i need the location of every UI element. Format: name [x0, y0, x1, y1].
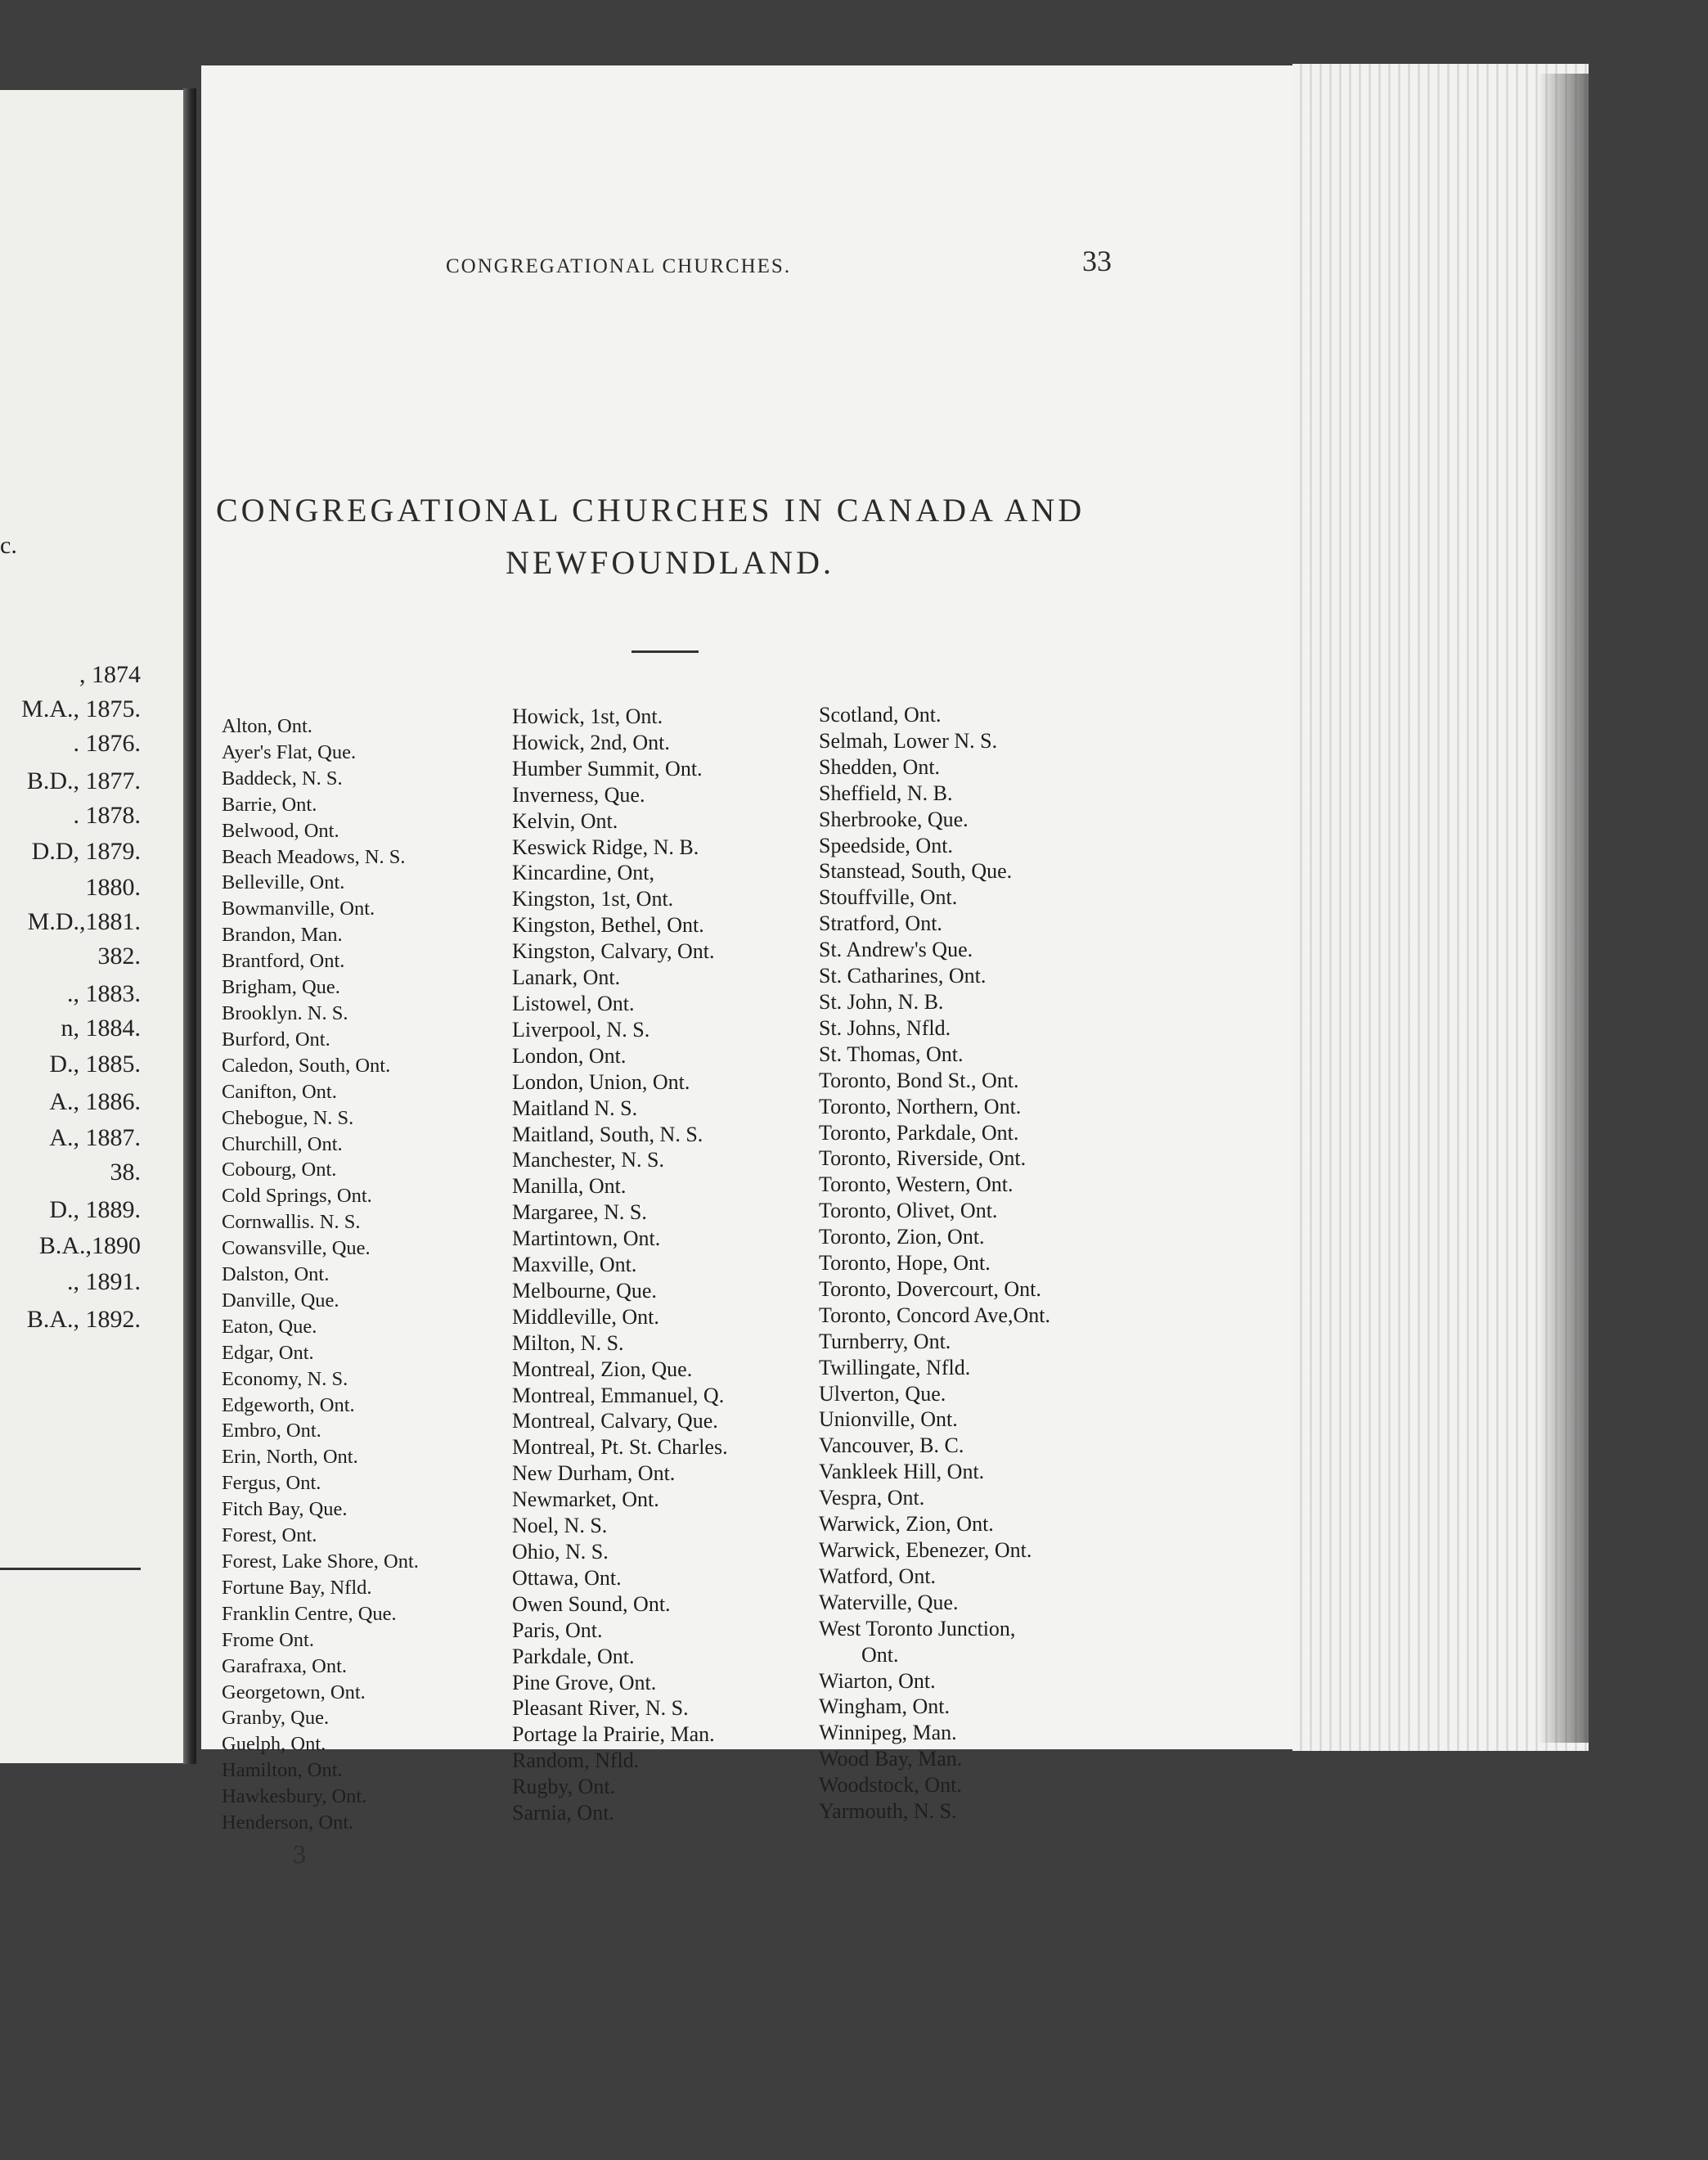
- left-page-fragment: 38.: [110, 1159, 141, 1186]
- church-list-item: London, Ont.: [512, 1043, 627, 1068]
- church-list-item: Howick, 2nd, Ont.: [512, 730, 670, 754]
- church-list-item: Ohio, N. S.: [512, 1540, 609, 1564]
- church-list-item: Wood Bay, Man.: [819, 1747, 963, 1771]
- church-list-item: Kingston, Bethel, Ont.: [512, 913, 704, 938]
- left-page-fragment: . 1876.: [73, 730, 141, 757]
- church-list-item: Stouffville, Ont.: [819, 885, 958, 910]
- page-title-line-1: CONGREGATIONAL CHURCHES IN CANADA AND: [216, 492, 1085, 529]
- page-title-line-2: NEWFOUNDLAND.: [506, 544, 834, 581]
- church-list-item: Martintown, Ont.: [512, 1226, 661, 1251]
- church-list-item: New Durham, Ont.: [512, 1461, 676, 1486]
- church-list-item: Fergus, Ont.: [222, 1472, 321, 1495]
- left-page-rule: [0, 1568, 141, 1570]
- church-list-item: Watford, Ont.: [819, 1564, 937, 1588]
- church-list-item: Barrie, Ont.: [222, 793, 317, 816]
- church-list-item: Manilla, Ont.: [512, 1174, 627, 1199]
- church-list-item: Toronto, Zion, Ont.: [819, 1225, 985, 1249]
- church-list-item: Ont.: [861, 1642, 899, 1667]
- church-list-item: Maxville, Ont.: [512, 1253, 637, 1277]
- church-list-item: Pleasant River, N. S.: [512, 1696, 689, 1721]
- title-rule: [632, 650, 699, 653]
- church-list-item: Guelph, Ont.: [222, 1733, 326, 1756]
- church-list-item: Selmah, Lower N. S.: [819, 728, 998, 753]
- left-page-fragment: B.A.,1890: [38, 1232, 141, 1259]
- church-list-item: Beach Meadows, N. S.: [222, 845, 406, 868]
- church-list-item: Noel, N. S.: [512, 1514, 608, 1538]
- church-list-item: Kingston, Calvary, Ont.: [512, 939, 715, 964]
- church-list-item: Twillingate, Nfld.: [819, 1355, 971, 1379]
- church-list-item: Sheffield, N. B.: [819, 781, 953, 805]
- church-list-column-1: [222, 713, 419, 1836]
- church-list-item: Georgetown, Ont.: [222, 1681, 366, 1703]
- church-list-item: Warwick, Ebenezer, Ont.: [819, 1538, 1032, 1562]
- church-list-item: Dalston, Ont.: [222, 1263, 330, 1286]
- left-page-fragment: 382.: [97, 943, 141, 970]
- church-list-item: Montreal, Pt. St. Charles.: [512, 1435, 728, 1460]
- church-list-item: Edgar, Ont.: [222, 1341, 314, 1364]
- church-list-item: Burford, Ont.: [222, 1028, 330, 1051]
- church-list-item: Caledon, South, Ont.: [222, 1054, 391, 1077]
- church-list-item: Manchester, N. S.: [512, 1148, 664, 1172]
- church-list-item: Franklin Centre, Que.: [222, 1602, 397, 1625]
- church-list-item: Vespra, Ont.: [819, 1486, 925, 1510]
- church-list-item: Toronto, Dovercourt, Ont.: [819, 1276, 1041, 1301]
- church-list-item: St. Andrew's Que.: [819, 938, 973, 962]
- church-list-item: St. Catharines, Ont.: [819, 964, 987, 988]
- church-list-item: West Toronto Junction,: [819, 1616, 1016, 1640]
- church-list-item: Ottawa, Ont.: [512, 1565, 622, 1590]
- church-list-item: Unionville, Ont.: [819, 1407, 958, 1432]
- church-list-item: Vancouver, B. C.: [819, 1433, 964, 1458]
- church-list-item: Fitch Bay, Que.: [222, 1498, 348, 1521]
- church-list-item: Montreal, Zion, Que.: [512, 1357, 693, 1381]
- church-list-item: Toronto, Bond St., Ont.: [819, 1068, 1019, 1092]
- church-list-item: Middleville, Ont.: [512, 1304, 659, 1329]
- church-list-item: Chebogue, N. S.: [222, 1106, 354, 1129]
- church-list-item: Vankleek Hill, Ont.: [819, 1460, 985, 1484]
- left-page-fragment: B.D., 1877.: [26, 767, 141, 794]
- church-list-column-2: [512, 704, 728, 1826]
- church-list-item: Erin, North, Ont.: [222, 1446, 358, 1469]
- church-list-column-3: [819, 702, 1050, 1825]
- church-list-item: Canifton, Ont.: [222, 1080, 337, 1103]
- church-list-item: Sherbrooke, Que.: [819, 807, 969, 831]
- church-list-item: Melbourne, Que.: [512, 1278, 657, 1303]
- church-list-item: Ulverton, Que.: [819, 1381, 946, 1406]
- church-list-item: Paris, Ont.: [512, 1618, 603, 1642]
- church-list-item: Winnipeg, Man.: [819, 1721, 957, 1745]
- church-list-item: Toronto, Concord Ave,Ont.: [819, 1303, 1050, 1327]
- church-list-item: Stratford, Ont.: [819, 911, 942, 936]
- church-list-item: Liverpool, N. S.: [512, 1017, 650, 1042]
- church-list-item: Parkdale, Ont.: [512, 1644, 635, 1668]
- church-list-item: Toronto, Hope, Ont.: [819, 1251, 991, 1276]
- church-list-item: Economy, N. S.: [222, 1367, 348, 1390]
- church-list-item: Portage la Prairie, Man.: [512, 1722, 715, 1747]
- church-list-item: St. John, N. B.: [819, 989, 944, 1014]
- church-list-item: Brooklyn. N. S.: [222, 1001, 348, 1024]
- church-list-item: Forest, Lake Shore, Ont.: [222, 1550, 419, 1573]
- church-list-item: Henderson, Ont.: [222, 1811, 354, 1834]
- church-list-item: Speedside, Ont.: [819, 833, 953, 857]
- church-list-item: Edgeworth, Ont.: [222, 1393, 355, 1416]
- church-list-item: Howick, 1st, Ont.: [512, 704, 663, 728]
- church-list-item: Waterville, Que.: [819, 1590, 959, 1614]
- church-list-item: Hawkesbury, Ont.: [222, 1785, 367, 1808]
- church-list-item: Montreal, Calvary, Que.: [512, 1409, 718, 1433]
- church-list-item: Lanark, Ont.: [512, 965, 621, 990]
- church-list-item: Frome Ont.: [222, 1628, 314, 1651]
- church-list-item: Ayer's Flat, Que.: [222, 740, 357, 763]
- church-list-item: Alton, Ont.: [222, 715, 312, 737]
- church-list-item: Eaton, Que.: [222, 1315, 317, 1338]
- church-list-item: Scotland, Ont.: [819, 703, 942, 727]
- church-list-item: Turnberry, Ont.: [819, 1329, 951, 1353]
- page-number: 33: [1082, 245, 1112, 277]
- church-list-item: Wingham, Ont.: [819, 1694, 950, 1719]
- church-list-item: Fortune Bay, Nfld.: [222, 1576, 372, 1599]
- church-list-item: Newmarket, Ont.: [512, 1487, 659, 1512]
- church-list-item: Kincardine, Ont,: [512, 861, 655, 885]
- signature-mark: 3: [293, 1839, 306, 1869]
- church-list-item: Yarmouth, N. S.: [819, 1799, 957, 1824]
- church-list-item: Maitland, South, N. S.: [512, 1122, 703, 1146]
- left-page-fragment: ., 1891.: [67, 1268, 141, 1295]
- page-edges-shadow: [1538, 74, 1589, 1743]
- church-list-item: Margaree, N. S.: [512, 1200, 647, 1225]
- church-list-item: Cobourg, Ont.: [222, 1159, 337, 1181]
- church-list-item: Humber Summit, Ont.: [512, 756, 703, 781]
- church-list-item: Kingston, 1st, Ont.: [512, 887, 674, 911]
- church-list-item: Cowansville, Que.: [222, 1237, 371, 1260]
- left-page-fragment: . 1878.: [73, 802, 141, 829]
- church-list-item: Forest, Ont.: [222, 1524, 317, 1547]
- church-list-item: Cold Springs, Ont.: [222, 1185, 372, 1208]
- church-list-item: Danville, Que.: [222, 1289, 339, 1312]
- church-list-item: Keswick Ridge, N. B.: [512, 835, 699, 859]
- church-list-item: Listowel, Ont.: [512, 991, 635, 1015]
- church-list-item: Churchill, Ont.: [222, 1132, 343, 1155]
- church-list-item: Pine Grove, Ont.: [512, 1670, 657, 1694]
- church-list-item: Wiarton, Ont.: [819, 1668, 936, 1693]
- church-list-item: Montreal, Emmanuel, Q.: [512, 1383, 725, 1407]
- church-list-item: Toronto, Northern, Ont.: [819, 1094, 1022, 1118]
- church-list-item: Toronto, Olivet, Ont.: [819, 1199, 998, 1223]
- church-list-item: Baddeck, N. S.: [222, 767, 343, 790]
- left-page-fragment-c: c.: [0, 532, 17, 559]
- church-list-item: Granby, Que.: [222, 1707, 330, 1730]
- church-list-item: Hamilton, Ont.: [222, 1759, 343, 1782]
- left-facing-page: [0, 90, 183, 1763]
- left-page-fragment: B.A., 1892.: [26, 1306, 141, 1333]
- church-list-item: Bowmanville, Ont.: [222, 898, 375, 920]
- church-list-item: Cornwallis. N. S.: [222, 1211, 361, 1234]
- church-list-item: Brantford, Ont.: [222, 950, 345, 973]
- church-list-item: Kelvin, Ont.: [512, 808, 618, 833]
- church-list-item: Toronto, Riverside, Ont.: [819, 1146, 1027, 1171]
- left-page-fragment: M.D.,1881.: [27, 908, 141, 935]
- church-list-item: Stanstead, South, Que.: [819, 859, 1013, 884]
- left-page-fragment: n, 1884.: [61, 1015, 141, 1042]
- left-page-fragment: , 1874: [79, 661, 141, 688]
- left-page-fragment: D., 1889.: [49, 1196, 141, 1223]
- left-page-fragment: D., 1885.: [49, 1051, 141, 1078]
- church-list-item: Warwick, Zion, Ont.: [819, 1512, 994, 1537]
- church-list-item: Inverness, Que.: [512, 782, 645, 807]
- church-list-item: Belleville, Ont.: [222, 871, 345, 894]
- church-list-item: London, Union, Ont.: [512, 1069, 690, 1094]
- church-list-item: Milton, N. S.: [512, 1330, 624, 1355]
- church-list-item: Toronto, Parkdale, Ont.: [819, 1120, 1019, 1145]
- church-list-item: Shedden, Ont.: [819, 754, 941, 779]
- left-page-fragment: 1880.: [85, 874, 141, 901]
- left-page-fragment: A., 1887.: [49, 1124, 141, 1151]
- book-gutter: [183, 88, 196, 1764]
- church-list-item: Rugby, Ont.: [512, 1775, 616, 1799]
- running-head: CONGREGATIONAL CHURCHES.: [446, 255, 792, 277]
- church-list-item: Brandon, Man.: [222, 924, 343, 947]
- church-list-item: Toronto, Western, Ont.: [819, 1172, 1014, 1197]
- church-list-item: St. Johns, Nfld.: [819, 1015, 951, 1040]
- church-list-item: Owen Sound, Ont.: [512, 1591, 671, 1616]
- left-page-fragment: ., 1883.: [67, 980, 141, 1007]
- church-list-item: Belwood, Ont.: [222, 819, 339, 842]
- church-list-item: St. Thomas, Ont.: [819, 1042, 964, 1066]
- church-list-item: Random, Nfld.: [512, 1748, 640, 1773]
- church-list-item: Woodstock, Ont.: [819, 1773, 962, 1798]
- church-list-item: Sarnia, Ont.: [512, 1801, 614, 1825]
- left-page-fragment: D.D, 1879.: [31, 838, 141, 865]
- left-page-fragment: A., 1886.: [49, 1088, 141, 1115]
- church-list-item: Maitland N. S.: [512, 1096, 638, 1120]
- church-list-item: Embro, Ont.: [222, 1420, 321, 1442]
- left-page-fragment: M.A., 1875.: [21, 695, 141, 722]
- church-list-item: Brigham, Que.: [222, 976, 340, 999]
- church-list-item: Garafraxa, Ont.: [222, 1654, 348, 1677]
